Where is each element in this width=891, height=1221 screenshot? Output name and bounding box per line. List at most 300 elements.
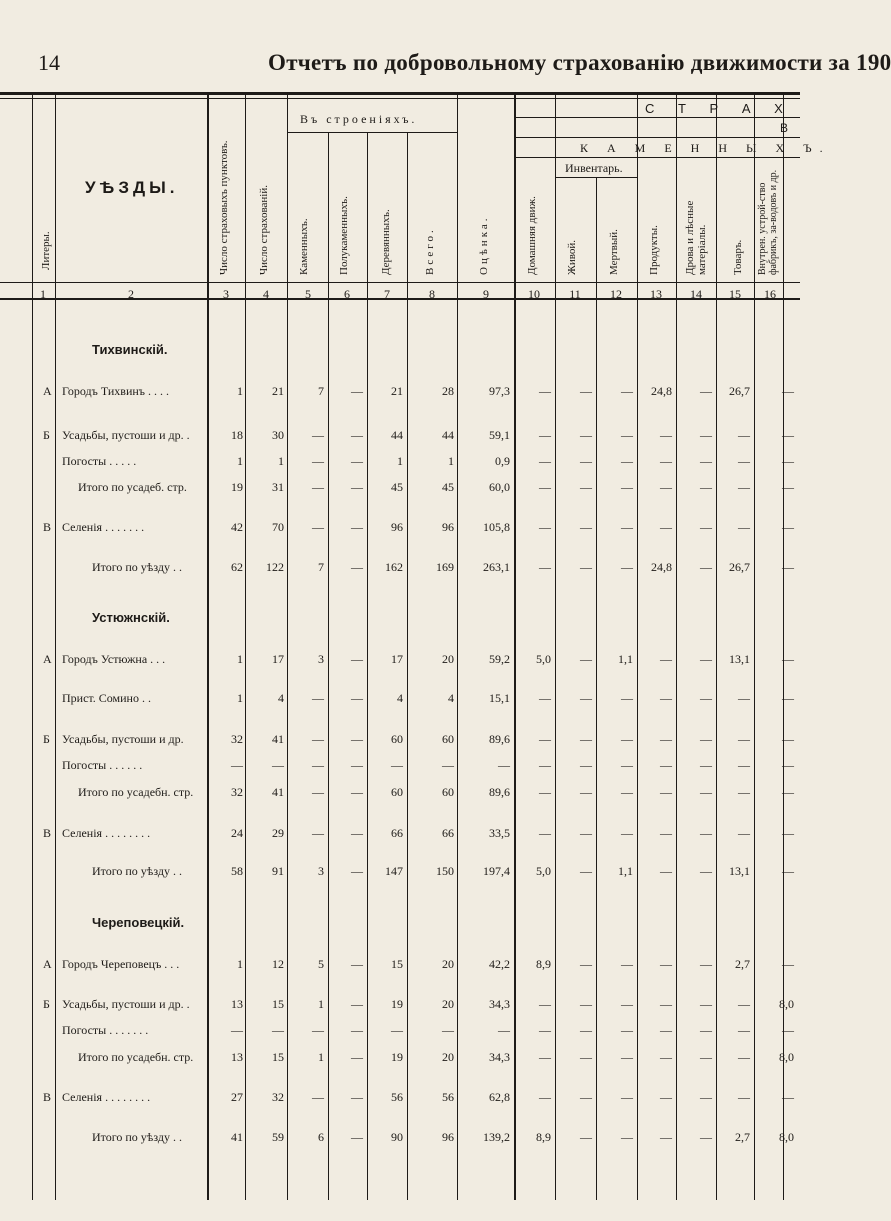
table-cell: —	[351, 864, 363, 878]
row-label: Селенія . . . . . . . .	[62, 1090, 151, 1104]
table-cell: —	[498, 1023, 510, 1037]
running-head: Отчетъ по добровольному страхованію движимости за 190	[268, 50, 891, 75]
table-cell: —	[621, 758, 633, 772]
row-letter: А	[43, 384, 52, 398]
table-cell: —	[738, 997, 750, 1011]
kamennykh-subrule	[514, 157, 800, 158]
table-cell: 56	[391, 1090, 403, 1104]
table-cell: 62,8	[489, 1090, 510, 1104]
header-col15: Товаръ.	[732, 239, 744, 275]
table-cell: 1	[278, 454, 284, 468]
district-title: Тихвинскій.	[92, 342, 168, 357]
table-cell: 20	[442, 1050, 454, 1064]
header-col13: Продукты.	[648, 225, 660, 275]
header-strakh: С Т Р А Х	[645, 101, 793, 116]
table-cell: —	[738, 732, 750, 746]
table-cell: —	[580, 384, 592, 398]
table-cell: —	[539, 1023, 551, 1037]
table-cell: —	[621, 384, 633, 398]
table-cell: 26,7	[729, 384, 750, 398]
row-letter: А	[43, 652, 52, 666]
table-cell: —	[580, 560, 592, 574]
table-cell: —	[621, 1130, 633, 1144]
header-col10: Домашняя движ.	[526, 196, 538, 275]
table-cell: —	[351, 1090, 363, 1104]
table-cell: —	[660, 826, 672, 840]
table-cell: —	[782, 384, 794, 398]
table-cell: 1	[237, 691, 243, 705]
table-cell: 91	[272, 864, 284, 878]
header-col14: Дрова и лѣсные матеріалы.	[684, 200, 708, 275]
table-cell: —	[621, 428, 633, 442]
table-cell: 147	[385, 864, 403, 878]
table-cell: 96	[442, 520, 454, 534]
header-rule	[0, 282, 800, 283]
table-cell: —	[539, 758, 551, 772]
table-cell: —	[700, 826, 712, 840]
table-cell: —	[312, 480, 324, 494]
table-cell: 59,1	[489, 428, 510, 442]
header-col4: Число страхованій.	[258, 185, 270, 275]
row-label: Городъ Устюжна . . .	[62, 652, 166, 666]
table-cell: —	[621, 1090, 633, 1104]
table-cell: 197,4	[483, 864, 510, 878]
table-cell: 60	[391, 785, 403, 799]
table-cell: —	[738, 758, 750, 772]
table-cell: 8,9	[536, 1130, 551, 1144]
table-top-rule	[0, 92, 800, 95]
table-cell: 96	[391, 520, 403, 534]
row-letter: А	[43, 957, 52, 971]
header-col9: Оцѣнка.	[478, 215, 490, 275]
table-cell: —	[660, 652, 672, 666]
row-label: Погосты . . . . .	[62, 454, 137, 468]
table-cell: —	[312, 826, 324, 840]
table-cell: —	[580, 520, 592, 534]
table-cell: 5,0	[536, 864, 551, 878]
table-cell: —	[539, 691, 551, 705]
table-cell: 62	[231, 560, 243, 574]
table-cell: —	[580, 1050, 592, 1064]
header-col16: Внутрен. устрой-ство фабрикъ, за-водовъ и др.	[757, 169, 779, 275]
column-number: 3	[223, 287, 229, 301]
table-cell: 17	[391, 652, 403, 666]
row-label: Итого по уѣзду . .	[92, 864, 182, 878]
table-cell: 122	[266, 560, 284, 574]
column-rule	[55, 92, 56, 1200]
table-cell: —	[539, 454, 551, 468]
table-cell: —	[738, 1050, 750, 1064]
header-col6: Полукаменныхъ.	[338, 196, 350, 275]
table-cell: 1	[237, 957, 243, 971]
table-cell: —	[621, 480, 633, 494]
table-cell: —	[580, 1023, 592, 1037]
table-cell: 13,1	[729, 864, 750, 878]
table-cell: 4	[448, 691, 454, 705]
header-literal: Литеры.	[40, 231, 52, 270]
row-label: Итого по усадебн. стр.	[78, 1050, 194, 1064]
table-cell: —	[782, 864, 794, 878]
table-cell: —	[660, 480, 672, 494]
table-cell: —	[539, 384, 551, 398]
table-cell: —	[580, 454, 592, 468]
table-cell: 42	[231, 520, 243, 534]
table-cell: —	[700, 997, 712, 1011]
table-cell: —	[351, 997, 363, 1011]
table-cell: —	[621, 826, 633, 840]
table-cell: —	[738, 691, 750, 705]
table-cell: —	[351, 1023, 363, 1037]
v-subrule	[514, 137, 800, 138]
table-cell: —	[580, 1130, 592, 1144]
table-cell: 24,8	[651, 560, 672, 574]
table-cell: —	[312, 732, 324, 746]
table-cell: —	[312, 691, 324, 705]
table-cell: 27	[231, 1090, 243, 1104]
table-cell: —	[580, 732, 592, 746]
table-cell: 105,8	[483, 520, 510, 534]
table-cell: 15	[391, 957, 403, 971]
page-number: 14	[38, 50, 60, 75]
table-cell: —	[351, 1050, 363, 1064]
table-cell: —	[621, 1050, 633, 1064]
table-cell: —	[539, 732, 551, 746]
table-cell: —	[580, 758, 592, 772]
table-cell: —	[312, 428, 324, 442]
table-cell: —	[700, 691, 712, 705]
table-cell: —	[580, 957, 592, 971]
table-cell: —	[272, 758, 284, 772]
table-cell: —	[700, 785, 712, 799]
row-letter: Б	[43, 997, 50, 1011]
row-label: Городъ Тихвинъ . . . .	[62, 384, 170, 398]
table-cell: 3	[318, 864, 324, 878]
column-number: 6	[344, 287, 350, 301]
table-cell: —	[782, 691, 794, 705]
table-cell: 1,1	[618, 652, 633, 666]
table-cell: 56	[442, 1090, 454, 1104]
table-cell: —	[539, 480, 551, 494]
table-cell: 19	[391, 997, 403, 1011]
table-cell: —	[660, 758, 672, 772]
table-cell: 44	[442, 428, 454, 442]
column-number: 2	[128, 287, 134, 301]
table-cell: —	[312, 454, 324, 468]
table-cell: 21	[391, 384, 403, 398]
table-cell: —	[700, 480, 712, 494]
table-cell: —	[782, 957, 794, 971]
table-cell: —	[660, 1023, 672, 1037]
row-label: Усадьбы, пустоши и др. .	[62, 428, 190, 442]
table-cell: —	[539, 785, 551, 799]
table-cell: —	[738, 428, 750, 442]
column-rule	[596, 177, 597, 1200]
table-cell: 89,6	[489, 732, 510, 746]
table-cell: —	[660, 691, 672, 705]
table-cell: 96	[442, 1130, 454, 1144]
table-cell: 1	[237, 652, 243, 666]
table-cell: —	[580, 652, 592, 666]
table-cell: 12	[272, 957, 284, 971]
table-cell: —	[580, 864, 592, 878]
column-number: 1	[40, 287, 46, 301]
table-cell: 8,9	[536, 957, 551, 971]
table-cell: —	[580, 785, 592, 799]
table-cell: —	[700, 1130, 712, 1144]
table-cell: 21	[272, 384, 284, 398]
row-label: Итого по усадеб. стр.	[78, 480, 187, 494]
header-col8: Всего.	[424, 227, 436, 275]
table-cell: —	[782, 1090, 794, 1104]
table-cell: —	[351, 454, 363, 468]
table-cell: 19	[391, 1050, 403, 1064]
table-cell: —	[660, 428, 672, 442]
table-cell: —	[539, 520, 551, 534]
table-cell: 89,6	[489, 785, 510, 799]
table-cell: —	[621, 454, 633, 468]
table-cell: 26,7	[729, 560, 750, 574]
header-col12: Мертвый.	[608, 229, 620, 275]
table-cell: —	[312, 758, 324, 772]
table-cell: —	[351, 758, 363, 772]
row-label: Погосты . . . . . .	[62, 758, 143, 772]
table-cell: 2,7	[735, 1130, 750, 1144]
table-cell: 1	[237, 384, 243, 398]
table-cell: 34,3	[489, 1050, 510, 1064]
header-col11: Живой.	[566, 240, 578, 275]
table-cell: —	[351, 560, 363, 574]
table-cell: —	[700, 428, 712, 442]
table-cell: 70	[272, 520, 284, 534]
table-cell: —	[351, 520, 363, 534]
table-cell: —	[442, 1023, 454, 1037]
row-letter: Б	[43, 732, 50, 746]
table-cell: —	[231, 1023, 243, 1037]
table-cell: —	[312, 1023, 324, 1037]
table-cell: 1,1	[618, 864, 633, 878]
table-cell: —	[351, 691, 363, 705]
table-cell: —	[700, 1090, 712, 1104]
table-cell: —	[621, 732, 633, 746]
table-cell: —	[351, 826, 363, 840]
table-cell: —	[580, 1090, 592, 1104]
table-cell: 58	[231, 864, 243, 878]
table-cell: —	[539, 826, 551, 840]
table-cell: 28	[442, 384, 454, 398]
table-cell: —	[782, 758, 794, 772]
table-cell: 8,0	[779, 1050, 794, 1064]
column-number: 7	[384, 287, 390, 301]
table-cell: 60	[442, 732, 454, 746]
table-cell: —	[700, 560, 712, 574]
table-cell: 59	[272, 1130, 284, 1144]
row-label: Итого по усадебн. стр.	[78, 785, 194, 799]
table-cell: 24	[231, 826, 243, 840]
table-cell: 1	[318, 1050, 324, 1064]
row-label: Итого по уѣзду . .	[92, 1130, 182, 1144]
table-cell: 139,2	[483, 1130, 510, 1144]
table-cell: —	[660, 785, 672, 799]
table-cell: 59,2	[489, 652, 510, 666]
table-cell: —	[580, 826, 592, 840]
header-col7: Деревянныхъ.	[380, 209, 392, 275]
table-cell: —	[621, 785, 633, 799]
table-cell: —	[539, 1090, 551, 1104]
column-number: 4	[263, 287, 269, 301]
table-cell: —	[351, 480, 363, 494]
table-cell: —	[738, 454, 750, 468]
table-cell: 15	[272, 997, 284, 1011]
table-cell: —	[738, 520, 750, 534]
row-letter: В	[43, 520, 52, 534]
table-cell: —	[738, 1023, 750, 1037]
table-cell: 90	[391, 1130, 403, 1144]
table-cell: —	[782, 785, 794, 799]
table-cell: —	[738, 826, 750, 840]
table-cell: 13	[231, 1050, 243, 1064]
table-cell: —	[782, 560, 794, 574]
column-number: 10	[528, 287, 540, 301]
table-cell: —	[621, 997, 633, 1011]
header-buildings: Въ строеніяхъ.	[300, 112, 418, 126]
table-cell: 66	[442, 826, 454, 840]
table-cell: —	[660, 864, 672, 878]
table-cell: —	[351, 384, 363, 398]
table-cell: —	[782, 428, 794, 442]
table-cell: —	[700, 732, 712, 746]
header-kamennykh: К А М Е Н Н Ы Х Ъ.	[580, 141, 831, 155]
table-cell: 1	[237, 454, 243, 468]
header-col3: Число страховыхъ пунктовъ.	[218, 140, 230, 275]
table-cell: —	[782, 1023, 794, 1037]
column-rule	[32, 92, 33, 1200]
district-title: Устюжнскій.	[92, 610, 170, 625]
column-number: 11	[569, 287, 581, 301]
table-cell: 5	[318, 957, 324, 971]
table-cell: —	[782, 826, 794, 840]
table-cell: 41	[272, 785, 284, 799]
table-cell: —	[442, 758, 454, 772]
column-number: 13	[650, 287, 662, 301]
table-cell: —	[391, 758, 403, 772]
table-cell: —	[351, 652, 363, 666]
table-cell: 60	[442, 785, 454, 799]
table-cell: —	[738, 1090, 750, 1104]
table-cell: —	[782, 520, 794, 534]
table-cell: —	[312, 520, 324, 534]
column-number: 8	[429, 287, 435, 301]
table-cell: 41	[231, 1130, 243, 1144]
table-cell: —	[660, 732, 672, 746]
table-cell: —	[351, 428, 363, 442]
table-cell: —	[580, 691, 592, 705]
table-cell: 19	[231, 480, 243, 494]
table-cell: 20	[442, 957, 454, 971]
table-cell: —	[660, 1090, 672, 1104]
table-cell: —	[700, 520, 712, 534]
table-cell: —	[621, 957, 633, 971]
table-cell: 31	[272, 480, 284, 494]
row-label: Селенія . . . . . . . .	[62, 826, 151, 840]
table-cell: 15	[272, 1050, 284, 1064]
column-number: 16	[764, 287, 776, 301]
table-top-rule-thin	[0, 98, 800, 99]
row-label: Усадьбы, пустоши и др.	[62, 732, 184, 746]
table-cell: 34,3	[489, 997, 510, 1011]
table-cell: —	[231, 758, 243, 772]
row-letter: В	[43, 826, 52, 840]
table-cell: 32	[231, 785, 243, 799]
table-cell: —	[782, 480, 794, 494]
table-cell: 150	[436, 864, 454, 878]
table-cell: 169	[436, 560, 454, 574]
table-cell: —	[660, 454, 672, 468]
header-col5: Каменныхъ.	[298, 218, 310, 275]
table-cell: —	[580, 480, 592, 494]
table-cell: —	[391, 1023, 403, 1037]
table-cell: 2,7	[735, 957, 750, 971]
table-cell: 60	[391, 732, 403, 746]
table-cell: —	[351, 1130, 363, 1144]
table-cell: 3	[318, 652, 324, 666]
row-label: Городъ Череповецъ . . .	[62, 957, 180, 971]
table-cell: —	[700, 758, 712, 772]
table-cell: —	[580, 428, 592, 442]
table-cell: —	[351, 957, 363, 971]
table-cell: —	[621, 560, 633, 574]
table-cell: 0,9	[495, 454, 510, 468]
table-cell: 6	[318, 1130, 324, 1144]
table-cell: —	[660, 997, 672, 1011]
table-cell: —	[312, 785, 324, 799]
table-cell: —	[660, 1050, 672, 1064]
table-cell: 7	[318, 560, 324, 574]
table-cell: 1	[397, 454, 403, 468]
table-cell: 33,5	[489, 826, 510, 840]
table-cell: —	[539, 560, 551, 574]
column-number: 9	[483, 287, 489, 301]
table-cell: —	[539, 997, 551, 1011]
table-cell: 24,8	[651, 384, 672, 398]
column-number: 5	[305, 287, 311, 301]
strakh-subrule	[514, 117, 800, 118]
table-cell: —	[782, 732, 794, 746]
table-cell: 97,3	[489, 384, 510, 398]
table-cell: —	[272, 1023, 284, 1037]
table-cell: —	[700, 957, 712, 971]
table-cell: 60,0	[489, 480, 510, 494]
column-number: 15	[729, 287, 741, 301]
table-cell: 263,1	[483, 560, 510, 574]
table-cell: —	[782, 652, 794, 666]
table-cell: —	[660, 1130, 672, 1144]
table-cell: —	[312, 1090, 324, 1104]
row-label: Селенія . . . . . . .	[62, 520, 145, 534]
table-cell: —	[498, 758, 510, 772]
table-cell: —	[621, 1023, 633, 1037]
table-cell: 1	[318, 997, 324, 1011]
table-cell: 45	[442, 480, 454, 494]
header-v: В	[780, 121, 789, 135]
row-label: Прист. Сомино . .	[62, 691, 151, 705]
column-number: 14	[690, 287, 702, 301]
table-cell: —	[660, 520, 672, 534]
row-letter: Б	[43, 428, 50, 442]
row-label: Погосты . . . . . . .	[62, 1023, 149, 1037]
row-label: Усадьбы, пустоши и др. .	[62, 997, 190, 1011]
table-cell: —	[539, 1050, 551, 1064]
table-cell: —	[351, 785, 363, 799]
